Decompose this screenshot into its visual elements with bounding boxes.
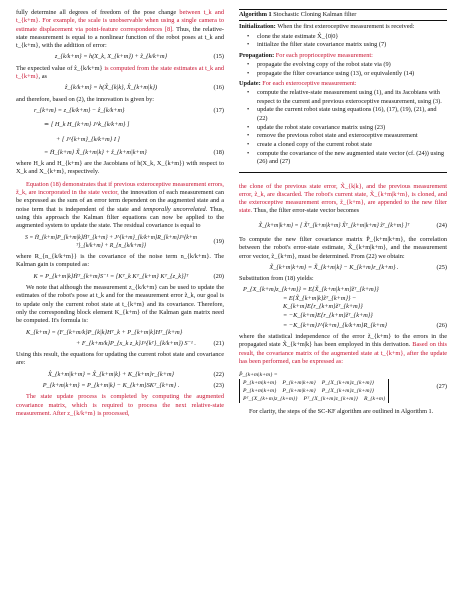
propagation-text: For each proprioceptive measurement: — [275, 51, 373, 59]
equation-24 — [239, 222, 447, 230]
equation-19-number: (19) — [213, 237, 224, 245]
matrix-cell: P_{X_{k+m}z_{k+m}} — [321, 380, 375, 387]
equation-16-body: ẑ_{k/k+m} = h(X̂_{k|k}, X̂_{k+m|k}) — [64, 84, 158, 92]
equation-15-number: (15) — [213, 53, 224, 61]
right-paragraph-4 — [239, 333, 447, 366]
equation-22-number: (22) — [213, 370, 224, 378]
list-item: • compute the relative-state measurement using (1), and its Jacobians with respect to the current and previous exteroceptive measurement, using (3). — [239, 89, 447, 106]
equation-27-number: (27) — [436, 383, 447, 391]
paragraph-5-red-text: Equation (18) demonstrates that if previous exteroceptive measurement errors, z̃_k, are incorporated in the state vector, — [16, 180, 224, 197]
equation-26-line-4 — [239, 322, 447, 330]
equation-20-number: (20) — [213, 272, 224, 280]
list-item: • update the robot state covariance matrix using (23) — [239, 124, 447, 132]
list-item: • propagate the evolving copy of the robot state via (9) — [239, 61, 447, 69]
equation-22 — [16, 371, 224, 379]
equation-23 — [16, 382, 224, 390]
equation-27-lhs: P̆_{k+m|k+m} = — [239, 372, 278, 379]
paragraph-1-red-text: between t_k and t_{k+m}. For example, the scale is unobservable when using a single camera to estimate displacement via point-feature correspondences [8]. — [16, 9, 224, 33]
right-paragraph-1-red-text: the clone of the previous state error, X̃_{k|k}, and the previous measurement error, z̃_k, are discarded. The robot's current state, X̃_{k+m|k+m}, is cloned, and the exteroceptive measurement errors, z̃_{k+m}, are appended to the new filter state. — [239, 182, 447, 215]
matrix-cell: P_{k+m|k+m} — [243, 380, 277, 387]
paragraph-5-italic: temporally uncorrelated — [143, 205, 206, 213]
right-paragraph-2: To compute the new filter covariance matrix P̆_{k+m|k+m}, the correlation between the robot's error-state estimate, X̃_{k+m|k+m}, and the measurement error vector, z̃_{k+m}, must be determined. From (22) we obtain: — [239, 236, 447, 260]
paragraph-1-text: fully determine all degrees of freedom of the pose change — [16, 9, 177, 16]
equation-18-body: = H̄_{k+m} X̃_{k+m|k} + ž_{k+m|k+m} — [44, 148, 147, 156]
equation-26-line-2 — [239, 295, 447, 312]
equation-16-number: (16) — [213, 84, 224, 92]
algorithm-initialization — [239, 23, 447, 31]
propagation-list — [239, 61, 447, 78]
equation-17-body: r_{k+m} = z_{k/k+m} − ẑ_{k/k+m} — [34, 106, 125, 114]
equation-17-line-3-body: + [ J^{k+m}_{k/k+m} I ] — [56, 135, 120, 143]
matrix-row — [243, 395, 385, 403]
equation-15 — [16, 53, 224, 61]
equation-17-line-2 — [16, 121, 224, 129]
update-heading: Update: — [239, 80, 261, 88]
paragraph-7 — [16, 284, 224, 325]
paragraph-4: where H_k and H_{k+m} are the Jacobians of h(X_k, X_{k+m}) with respect to X_k and X_{k+m}, respectively. — [16, 160, 224, 176]
list-item: • create a cloned copy of the current robot state — [239, 141, 447, 149]
equation-21-line-1: K_{k+m} = (F_{k+m/k}P_{k|k}Hᵀ_k + P_{k+m|k}Hᵀ_{k+m} — [26, 328, 183, 336]
matrix-cell: Pᵀ_{X_{k+m}z_{k+m}} — [303, 396, 358, 403]
matrix-cell: P_{X_{k+m}z_{k+m}} — [321, 388, 375, 395]
list-item: • compute the covariance of the new augmented state vector (cf. (24)) using (26) and (27) — [239, 150, 447, 167]
equation-26-line-1 — [239, 286, 447, 294]
paragraph-9: The state update process is completed by computing the augmented covariance matrix, which is required to process the next relative-state measurement. After z_{k/k+m} is processed, — [16, 393, 224, 417]
algorithm-title-text: Stochastic Cloning Kalman filter — [273, 11, 357, 18]
equation-19-body: S = H̄_{k+m}P_{k+m|k}H̄ᵀ_{k+m} + J^{k+m}_{k/k+m}R_{k+m}J^{k+m ᵀ}_{k/k+m} + R_{n_{k/k+m}} — [25, 234, 197, 249]
matrix-row — [243, 379, 385, 387]
algorithm-update — [239, 80, 447, 88]
equation-24-number: (24) — [436, 221, 447, 229]
equation-22-body: X̂_{k+m|k+m} = X̂_{k+m|k} + K_{k+m}r_{k+m} — [47, 370, 175, 378]
right-paragraph-4-text: where the statistical independence of the error z̃_{k+m} to the errors in the propagated state X̃_{k+m|k} has been employed in this derivation. — [239, 333, 447, 349]
equation-25-number: (25) — [436, 263, 447, 271]
equation-25 — [239, 264, 447, 272]
equation-24-body: X̃_{k+m|k+m} = [ X̃ᵀ_{k+m|k+m} X̃ᵀ_{k+m|k+m} z̃ᵀ_{k+m} ]ᵀ — [258, 222, 410, 229]
right-paragraph-1 — [239, 183, 447, 216]
equation-26-line-2-body: = E{X̃_{k+m|k}z̃ᵀ_{k+m}} − K_{k+m}E{r_{k+m}z̃ᵀ_{k+m}} — [283, 294, 363, 311]
paragraph-2-red-text: is computed from the state estimates at t_k and t_{k+m} — [16, 64, 225, 81]
left-column — [16, 9, 224, 420]
equation-18 — [16, 149, 224, 157]
equation-21 — [16, 329, 224, 337]
algorithm-box — [239, 9, 447, 173]
right-column — [239, 9, 447, 419]
paragraph-2-text-2: , as — [38, 73, 47, 81]
equation-21-line-2-body: + F_{k+m/k}P_{x_k z_k}J^{kᵀ}_{k/k+m}) S⁻¹ . — [76, 339, 196, 347]
equation-20-body: K = P_{k+m|k}H̄ᵀ_{k+m}S⁻¹ = [Kᵀ_k Kᵀ_{k+m} Kᵀ_{z_k}]ᵀ — [33, 272, 189, 280]
equation-23-body: P_{k+m|k+m} = P_{k+m|k} − K_{k+m}SKᵀ_{k+m} . — [42, 381, 180, 389]
equation-21-number: (21) — [213, 339, 224, 347]
paragraph-5-text: the innovation of each measurement can be expressed as the sum of an error term dependent on the augmented state and a noise term that is independent of the state and — [16, 189, 224, 213]
equation-16 — [16, 84, 224, 92]
paragraph-7-text: We note that although the measurement z_{k/k+m} can be used to update the estimates of the robot's pose at t_k and for the measurement error z̃_k, our goal is to update only the current robot state at t_{k+m} and its covariance. Therefore, only the corresponding block element K_{k+m} of the Kalman gain matrix need be computed. It's formula is: — [16, 284, 224, 325]
equation-26-number: (26) — [436, 321, 447, 329]
matrix-row — [243, 387, 385, 395]
list-item: • remove the previous robot state and exteroceptive measurement — [239, 132, 447, 140]
right-paragraph-1-text: Thus, the filter error-state vector becomes — [253, 207, 360, 215]
equation-15-body: z_{k/k+m} = h(X_k, X_{k+m}) + z̃_{k/k+m} — [54, 53, 168, 61]
initialization-list — [239, 33, 447, 50]
matrix-cell: Pᵀ_{X_{k+m}z_{k+m}} — [243, 396, 298, 403]
paragraph-2-text: The expected value of ẑ_{k/k+m} — [16, 64, 103, 72]
initialization-text: When the first exteroceptive measurement is received: — [277, 23, 415, 31]
list-item: • clone the state estimate X̂_{0|0} — [239, 33, 447, 41]
equation-26-line-3-body: = −K_{k+m}E{r_{k+m}z̃ᵀ_{k+m}} — [283, 312, 373, 320]
equation-17-line-2-body: ≃ [ H_k H_{k+m} J^k_{k/k+m} ] — [44, 121, 130, 129]
equation-25-body: X̃_{k+m|k+m} = X̃_{k+m|k} − K_{k+m}r_{k+m} . — [269, 263, 399, 271]
right-paragraph-4-red-text: Based on this result, the covariance matrix of the augmented state at t_{k+m}, after the update has been performed, can be expressed as: — [239, 341, 447, 365]
equation-18-number: (18) — [213, 148, 224, 156]
equation-26-line-4-body: = −K_{k+m}J^{k+m}_{k/k+m}R_{k+m} — [283, 321, 388, 329]
equation-27 — [239, 371, 447, 403]
equation-27-matrix — [239, 379, 389, 403]
list-item: • initialize the filter state covariance matrix using (7) — [239, 41, 447, 49]
matrix-cell: R_{k+m} — [363, 396, 386, 403]
paragraph-6: where R_{n_{k/k+m}} is the covariance of the noise term n_{k/k+m}. The Kalman gain is computed as: — [16, 253, 224, 269]
equation-27-body — [239, 371, 429, 403]
update-text: For each exteroceptive measurement: — [262, 80, 357, 88]
right-paragraph-3: Substitution from (18) yields: — [239, 275, 314, 283]
algorithm-title-label: Algorithm 1 — [239, 11, 272, 18]
equation-21-line-2 — [16, 340, 224, 348]
algorithm-title — [239, 11, 447, 21]
paragraph-1-text-2: Thus, the relative-state measurement is equal to a nonlinear function of the robot poses at t_k and t_{k+m}, with the addition of error: — [16, 25, 224, 50]
matrix-cell: P_{k+m|k+m} — [243, 388, 277, 395]
matrix-cell: P_{k+m|k+m} — [282, 388, 316, 395]
equation-17 — [16, 107, 224, 115]
equation-17-line-3 — [16, 136, 224, 144]
matrix-cell: P_{k+m|k+m} — [282, 380, 316, 387]
paragraph-8: Using this result, the equations for updating the current robot state and covariance are: — [16, 351, 224, 367]
equation-20 — [16, 273, 224, 281]
algorithm-propagation — [239, 52, 447, 60]
paragraph-3: and therefore, based on (2), the innovation is given by: — [16, 95, 154, 103]
paragraph-1 — [16, 9, 224, 50]
list-item: • update the current robot state using equations (16), (17), (19), (21), and (22) — [239, 106, 447, 123]
paragraph-5-text-2: . Thus, using this approach the Kalman filter equations can now be applied to the augmented system to update the state. The residual covariance is equal to — [16, 205, 225, 230]
propagation-heading: Propagation: — [239, 51, 275, 59]
equation-17-number: (17) — [213, 106, 224, 114]
equation-23-number: (23) — [213, 381, 224, 389]
list-item: • propagate the filter covariance using (13), or equivalently (14) — [239, 70, 447, 78]
update-list — [239, 89, 447, 166]
paragraph-5 — [16, 181, 224, 231]
equation-26-line-1-body: P_{X_{k+m}z_{k+m}} = E{X̃_{k+m|k+m}z̃ᵀ_{k+m}} — [243, 285, 379, 293]
right-paragraph-5: For clarity, the steps of the SC-KF algorithm are outlined in Algorithm 1. — [249, 408, 434, 416]
initialization-heading: Initialization: — [239, 23, 276, 31]
equation-26-line-3 — [239, 312, 447, 320]
paragraph-2 — [16, 65, 224, 82]
equation-19 — [16, 234, 224, 251]
